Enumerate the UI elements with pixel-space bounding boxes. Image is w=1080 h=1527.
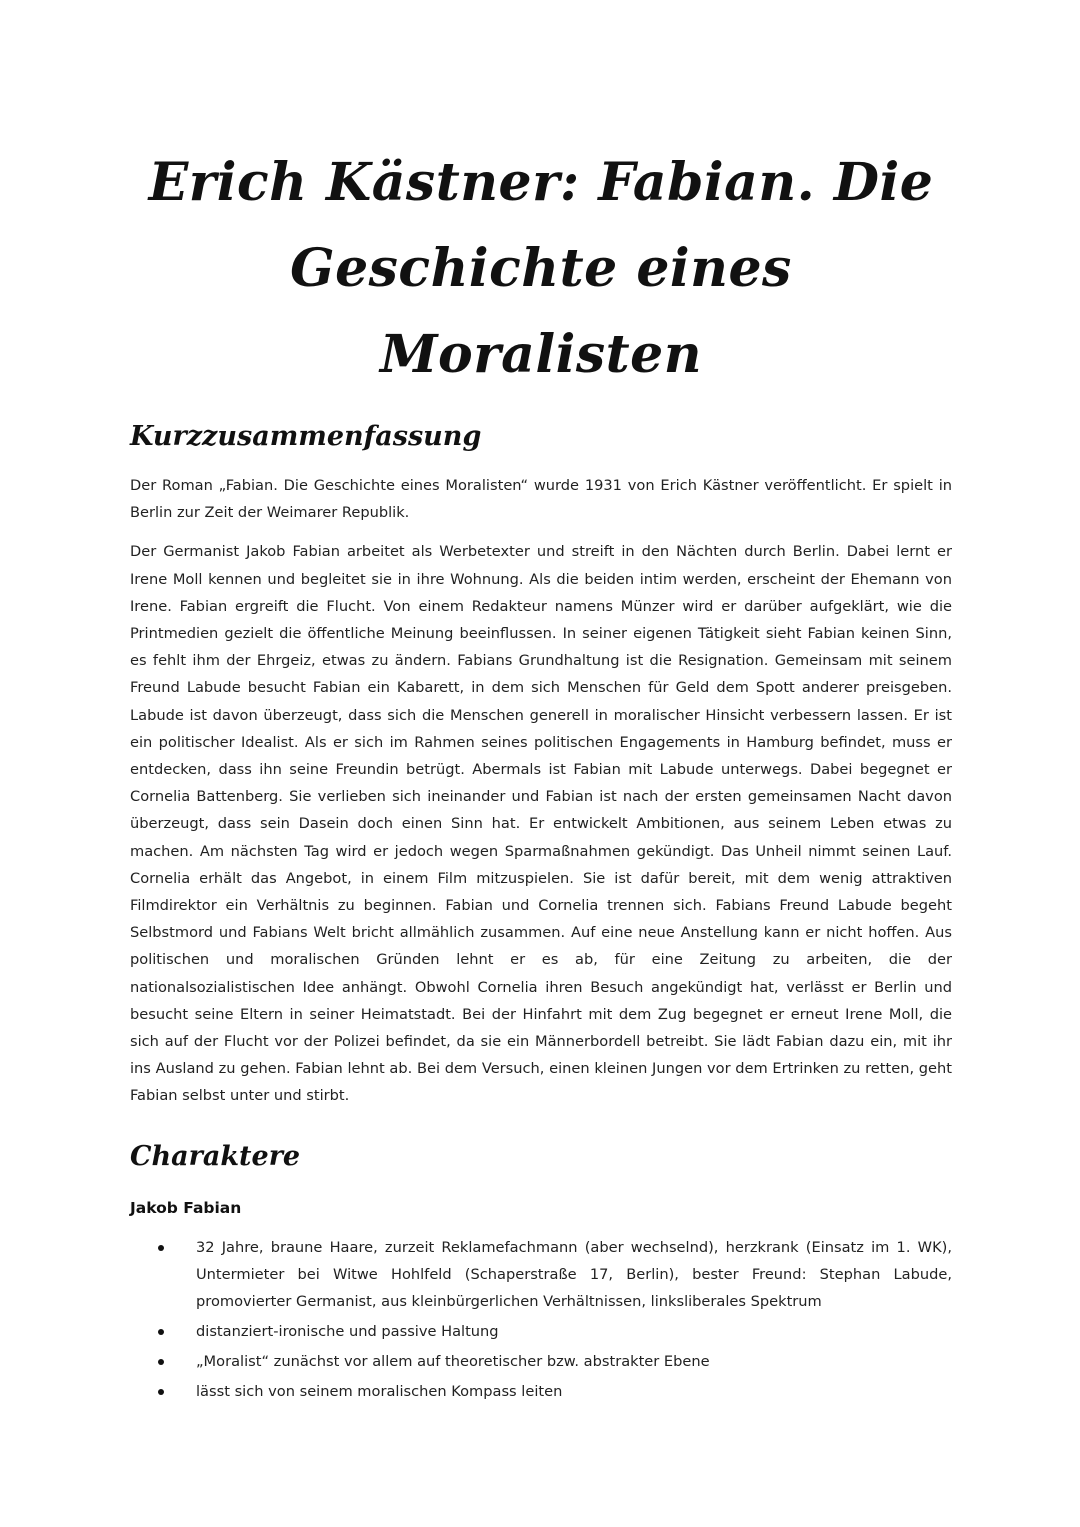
- bullet-icon: [158, 1245, 164, 1251]
- summary-paragraph-2: Der Germanist Jakob Fabian arbeitet als Werbetexter und streift in den Nächten durch Berlin. Dabei lernt er Irene Moll kennen und begleitet sie in ihre Wohnung. Als die beiden intim werden, erscheint der Ehemann von Irene. Fabian ergreift die Flucht. Von einem Redakteur namens Münzer wird er darüber aufgeklärt, wie die Printmedien gezielt die öffentliche Meinung beeinflussen. In seiner eigenen Tätigkeit sieht Fabian keinen Sinn, es fehlt ihm der Ehrgeiz, etwas zu ändern. Fabians Grundhaltung ist die Resignation. Gemeinsam mit seinem Freund Labude besucht Fabian ein Kabarett, in dem sich Menschen für Geld dem Spott anderer preisgeben. Labude ist davon überzeugt, dass sich die Menschen generell in moralischer Hinsicht verbessern lassen. Er ist ein politischer Idealist. Als er sich im Rahmen seines politischen Engagements in Hamburg befindet, muss er entdecken, dass ihn seine Freundin betrügt. Abermals ist Fabian mit Labude unterwegs. Dabei begegnet er Cornelia Battenberg. Sie verlieben sich ineinander und Fabian ist nach der ersten gemeinsamen Nacht davon überzeugt, dass sein Dasein doch einen Sinn hat. Er entwickelt Ambitionen, aus seinem Leben etwas zu machen. Am nächsten Tag wird er jedoch wegen Sparmaßnahmen gekündigt. Das Unheil nimmt seinen Lauf. Cornelia erhält das Angebot, in einem Film mitzuspielen. Sie ist dafür bereit, mit dem wenig attraktiven Filmdirektor ein Verhältnis zu beginnen. Fabian und Cornelia trennen sich. Fabians Freund Labude begeht Selbstmord und Fabians Welt bricht allmählich zusammen. Auf eine neue Anstellung kann er nicht hoffen. Aus politischen und moralischen Gründen lehnt er es ab, für eine Zeitung zu arbeiten, die der nationalsozialistischen Idee anhängt. Obwohl Cornelia ihren Besuch angekündigt hat, verlässt er Berlin und besucht seine Eltern in seiner Heimatstadt. Bei der Hinfahrt mit dem Zug begegnet er erneut Irene Moll, die sich auf der Flucht vor der Polizei befindet, da sie ein Männerbordell betreibt. Sie lädt Fabian dazu ein, mit ihr ins Ausland zu gehen. Fabian lehnt ab. Bei dem Versuch, einen kleinen Jungen vor dem Ertrinken zu retten, geht Fabian selbst unter und stirbt.: [130, 543, 952, 1105]
- document-title: [130, 140, 952, 398]
- character-bullet-list: [130, 1234, 952, 1405]
- character-name: Jakob Fabian: [130, 1198, 242, 1217]
- bullet-text: lässt sich von seinem moralischen Kompass leiten: [196, 1382, 563, 1400]
- list-item: [196, 1318, 952, 1345]
- list-item: [196, 1234, 952, 1315]
- title-line-2: Geschichte eines Moralisten: [290, 238, 792, 385]
- bullet-text: 32 Jahre, braune Haare, zurzeit Reklamefachmann (aber wechselnd), herzkrank (Einsatz im 1. WK), Untermieter bei Witwe Hohlfeld (Schaperstraße 17, Berlin), bester Freund: Stephan Labude, promovierter Germanist, aus kleinbürgerlichen Verhältnissen, linksliberales Spektrum: [196, 1238, 952, 1310]
- characters-heading: Charaktere: [130, 1140, 301, 1172]
- summary-paragraph-1: Der Roman „Fabian. Die Geschichte eines Moralisten“ wurde 1931 von Erich Kästner veröffentlicht. Er spielt in Berlin zur Zeit der Weimarer Republik.: [130, 477, 952, 522]
- bullet-icon: [158, 1329, 164, 1335]
- bullet-icon: [158, 1359, 164, 1365]
- list-item: [196, 1378, 952, 1405]
- bullet-icon: [158, 1389, 164, 1395]
- bullet-text: „Moralist“ zunächst vor allem auf theoretischer bzw. abstrakter Ebene: [196, 1352, 710, 1370]
- bullet-text: distanziert-ironische und passive Haltung: [196, 1322, 499, 1340]
- list-item: [196, 1348, 952, 1375]
- title-line-1: Erich Kästner: Fabian. Die: [148, 152, 934, 213]
- summary-heading: Kurzzusammenfassung: [130, 421, 482, 452]
